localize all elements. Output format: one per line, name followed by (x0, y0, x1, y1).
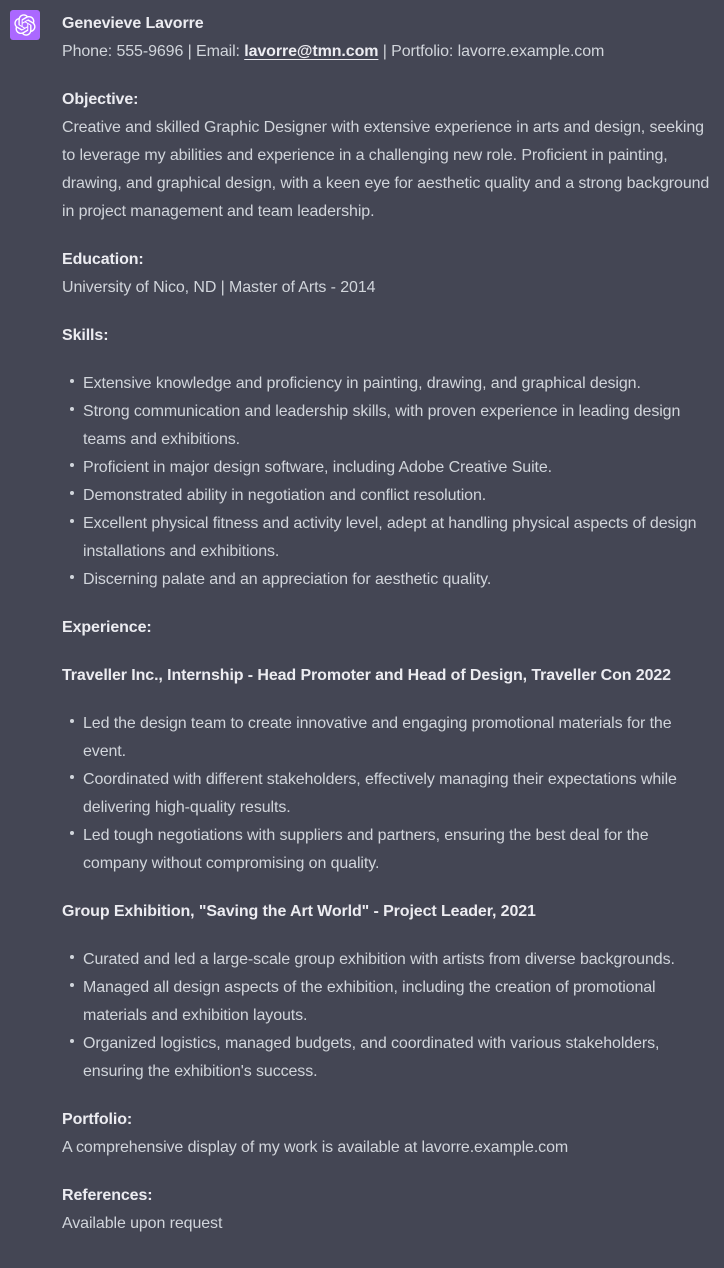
resume-content (62, 10, 714, 1238)
job-title: Traveller Inc., Internship - Head Promoter and Head of Design, Traveller Con 2022 (62, 667, 671, 684)
list-item: Managed all design aspects of the exhibition, including the creation of promotional materials and exhibition layouts. (62, 974, 714, 1030)
list-item: Curated and led a large-scale group exhibition with artists from diverse backgrounds. (62, 946, 714, 974)
objective-heading: Objective: (62, 91, 139, 108)
section-education (62, 246, 714, 302)
chatgpt-avatar (10, 10, 40, 40)
objective-body: Creative and skilled Graphic Designer with extensive experience in arts and design, seeking to leverage my abilities and experience in a challenging new role. Proficient in painting, drawing, and graphical design, with a keen eye for aesthetic quality and a strong background in project management and team leadership. (62, 119, 710, 220)
list-item: Led the design team to create innovative and engaging promotional materials for the event. (62, 710, 714, 766)
contact-suffix: | Portfolio: lavorre.example.com (378, 43, 605, 60)
list-item: Coordinated with different stakeholders, effectively managing their expectations while delivering high-quality results. (62, 766, 714, 822)
list-item: Demonstrated ability in negotiation and conflict resolution. (62, 482, 714, 510)
job-title: Group Exhibition, "Saving the Art World" - Project Leader, 2021 (62, 903, 536, 920)
list-item: Led tough negotiations with suppliers and partners, ensuring the best deal for the company without compromising on quality. (62, 822, 714, 878)
list-item: Organized logistics, managed budgets, and coordinated with various stakeholders, ensuring the exhibition's success. (62, 1030, 714, 1086)
references-body: Available upon request (62, 1215, 223, 1232)
portfolio-body: A comprehensive display of my work is available at lavorre.example.com (62, 1139, 569, 1156)
list-item: Discerning palate and an appreciation for aesthetic quality. (62, 566, 714, 594)
section-skills-heading (62, 322, 714, 350)
list-item: Extensive knowledge and proficiency in painting, drawing, and graphical design. (62, 370, 714, 398)
skills-list (62, 370, 714, 594)
job-title-traveller (62, 662, 714, 690)
job-traveller-list (62, 710, 714, 878)
portfolio-heading: Portfolio: (62, 1111, 133, 1128)
resume-name: Genevieve Lavorre (62, 15, 204, 32)
section-experience-heading (62, 614, 714, 642)
email-link[interactable]: lavorre@tmn.com (244, 43, 379, 60)
references-heading: References: (62, 1187, 153, 1204)
section-portfolio (62, 1106, 714, 1162)
education-body: University of Nico, ND | Master of Arts - 2014 (62, 279, 376, 296)
job-exhibition-list (62, 946, 714, 1086)
openai-logo-icon (14, 14, 36, 36)
experience-heading: Experience: (62, 619, 152, 636)
list-item: Proficient in major design software, including Adobe Creative Suite. (62, 454, 714, 482)
job-title-exhibition (62, 898, 714, 926)
section-objective (62, 86, 714, 226)
contact-prefix: Phone: 555-9696 | Email: (62, 43, 245, 60)
skills-heading: Skills: (62, 327, 109, 344)
list-item: Strong communication and leadership skills, with proven experience in leading design teams and exhibitions. (62, 398, 714, 454)
header-block (62, 10, 714, 66)
section-references (62, 1182, 714, 1238)
list-item: Excellent physical fitness and activity level, adept at handling physical aspects of design installations and exhibitions. (62, 510, 714, 566)
education-heading: Education: (62, 251, 144, 268)
